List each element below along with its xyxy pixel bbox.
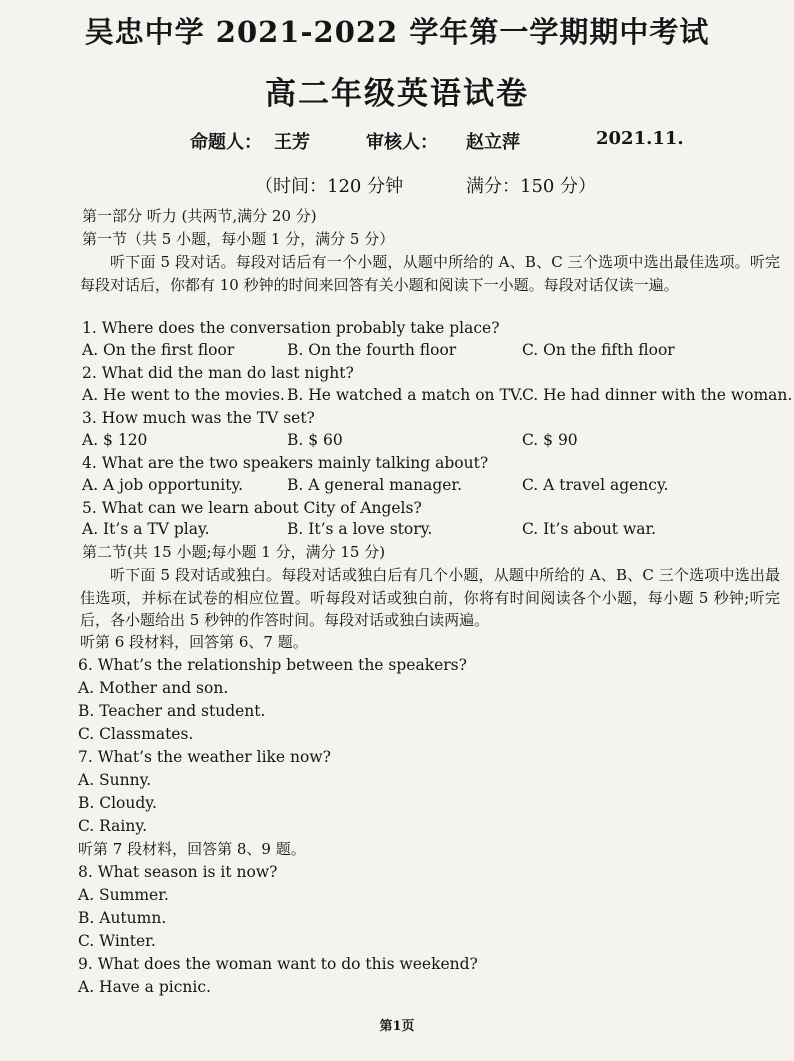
question-3-option-b: B. $ 60 [287, 431, 343, 449]
question-3-option-a: A. $ 120 [82, 431, 148, 449]
setter-name: 王芳 [274, 132, 310, 153]
question-7: 7. What’s the weather like now? [78, 748, 331, 766]
question-4-option-c: C. A travel agency. [522, 476, 669, 494]
question-5-option-c: C. It’s about war. [522, 520, 657, 538]
question-7-option-b: B. Cloudy. [78, 794, 157, 812]
question-6: 6. What’s the relationship between the speakers? [78, 656, 467, 674]
exam-date: 2021.11. [596, 128, 684, 149]
reviewer-name: 赵立萍 [466, 132, 520, 153]
question-1-option-a: A. On the first floor [82, 341, 235, 359]
score-info: 满分：150 分） [466, 176, 597, 197]
setter-label: 命题人： [190, 132, 262, 153]
question-3: 3. How much was the TV set? [82, 409, 315, 427]
question-8: 8. What season is it now? [78, 863, 278, 881]
question-1-option-c: C. On the fifth floor [522, 341, 675, 359]
question-1: 1. Where does the conversation probably take place? [82, 319, 500, 337]
question-8-option-b: B. Autumn. [78, 909, 167, 927]
question-3-option-c: C. $ 90 [522, 431, 578, 449]
section2-directions: 听下面 5 段对话或独白。每段对话或独白后有几个小题，从题中所给的 A、B、C 三个选项中选出最佳选项，并标在试卷的相应位置。听每段对话或独白前，你将有时间阅读各个小题，每小题 5 秒钟;听完后，各小题给出 5 秒钟的作答时间。每段对话或独白读两遍。 [80, 566, 780, 629]
question-7-option-c: C. Rainy. [78, 817, 147, 835]
page-number: 第1页 [379, 1019, 415, 1034]
question-5-option-a: A. It’s a TV play. [82, 520, 210, 538]
question-8-option-c: C. Winter. [78, 932, 156, 950]
question-6-option-b: B. Teacher and student. [78, 702, 266, 720]
reviewer-label: 审核人： [366, 132, 438, 153]
part1-heading: 第一部分 听力 (共两节,满分 20 分) [82, 207, 317, 225]
question-7-option-a: A. Sunny. [78, 771, 152, 789]
question-4-option-a: A. A job opportunity. [82, 476, 244, 494]
exam-title: 吴忠中学 2021-2022 学年第一学期期中考试 [84, 15, 710, 49]
question-6-option-a: A. Mother and son. [78, 679, 229, 697]
question-6-option-c: C. Classmates. [78, 725, 194, 743]
question-4-option-b: B. A general manager. [287, 476, 463, 494]
question-9-option-a: A. Have a picnic. [78, 978, 211, 996]
material-6-instruction: 听第 6 段材料，回答第 6、7 题。 [80, 633, 308, 651]
section1-directions: 听下面 5 段对话。每段对话后有一个小题，从题中所给的 A、B、C 三个选项中选出最佳选项。听完每段对话后，你都有 10 秒钟的时间来回答有关小题和阅读下一小题。每段对话仅读一遍。 [80, 253, 780, 294]
exam-subtitle: 高二年级英语试卷 [265, 76, 529, 112]
question-1-option-b: B. On the fourth floor [287, 341, 457, 359]
time-info: （时间：120 分钟 [255, 176, 404, 197]
section2-heading: 第二节(共 15 小题;每小题 1 分，满分 15 分) [82, 543, 386, 561]
question-2-option-c: C. He had dinner with the woman. [522, 386, 793, 404]
question-8-option-a: A. Summer. [78, 886, 169, 904]
question-5: 5. What can we learn about City of Angels? [82, 499, 422, 517]
question-2: 2. What did the man do last night? [82, 364, 354, 382]
question-2-option-b: B. He watched a match on TV. [287, 386, 524, 404]
question-4: 4. What are the two speakers mainly talking about? [82, 454, 489, 472]
material-7-instruction: 听第 7 段材料，回答第 8、9 题。 [78, 840, 306, 858]
question-2-option-a: A. He went to the movies. [82, 386, 285, 404]
question-5-option-b: B. It’s a love story. [287, 520, 433, 538]
question-9: 9. What does the woman want to do this weekend? [78, 955, 478, 973]
section1-heading: 第一节（共 5 小题，每小题 1 分，满分 5 分） [82, 230, 395, 248]
